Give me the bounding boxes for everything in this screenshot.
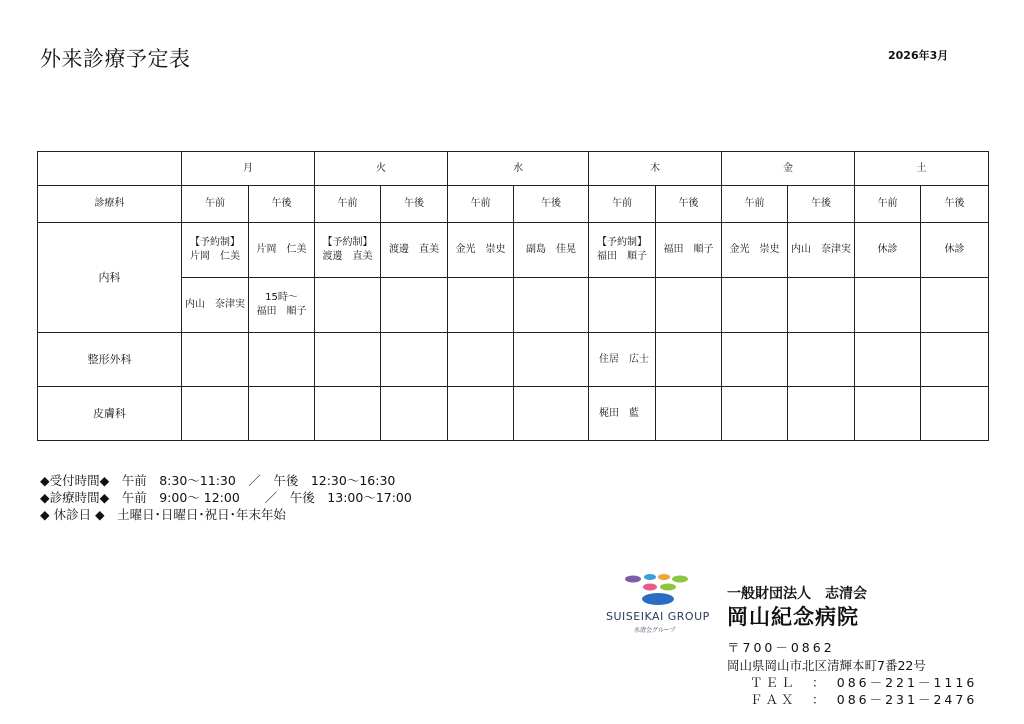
schedule-cell: 【予約制】 片岡 仁美	[182, 223, 249, 278]
hours-notes	[40, 472, 412, 523]
schedule-cell	[656, 278, 722, 333]
reception-hours: ◆受付時間◆ 午前 8:30～11:30 ／ 午後 12:30～16:30	[40, 473, 396, 488]
schedule-cell	[921, 278, 989, 333]
hospital-name: 岡山紀念病院	[727, 605, 859, 629]
schedule-cell	[514, 333, 589, 387]
day-header-row	[38, 152, 989, 186]
schedule-cell	[182, 387, 249, 441]
schedule-cell	[182, 333, 249, 387]
am-header: 午前	[182, 186, 249, 223]
address: 岡山県岡山市北区清輝本町7番22号	[727, 658, 926, 673]
am-header: 午前	[722, 186, 788, 223]
schedule-cell: 15時～ 福田 順子	[249, 278, 315, 333]
pm-header: 午後	[249, 186, 315, 223]
schedule-cell: 休診	[855, 223, 921, 278]
internal-medicine-row-1	[38, 223, 989, 278]
schedule-cell: 内山 奈津実	[788, 223, 855, 278]
schedule-cell: 梶田 藍	[589, 387, 656, 441]
postal-code: 〒700－0862	[727, 640, 835, 655]
schedule-cell: 副島 佳晃	[514, 223, 589, 278]
schedule-cell: 福田 順子	[656, 223, 722, 278]
schedule-cell	[855, 278, 921, 333]
schedule-cell	[514, 278, 589, 333]
schedule-cell	[921, 387, 989, 441]
suiseikai-logo-icon	[620, 572, 700, 612]
schedule-cell: 【予約制】 福田 順子	[589, 223, 656, 278]
day-header: 火	[315, 152, 448, 186]
day-header: 水	[448, 152, 589, 186]
schedule-table	[37, 151, 989, 441]
group-name-jp: 水清会グループ	[634, 627, 676, 634]
day-header: 月	[182, 152, 315, 186]
schedule-cell	[315, 278, 381, 333]
schedule-cell	[448, 387, 514, 441]
day-header: 金	[722, 152, 855, 186]
group-name-en: SUISEIKAI GROUP	[606, 610, 710, 623]
schedule-cell	[656, 333, 722, 387]
orthopedics-row	[38, 333, 989, 387]
closed-days: ◆ 休診日 ◆ 土曜日･日曜日･祝日･年末年始	[40, 507, 286, 522]
organization-name: 一般財団法人 志清会	[727, 586, 867, 602]
schedule-cell: 渡邊 直美	[381, 223, 448, 278]
schedule-cell	[656, 387, 722, 441]
schedule-month: 2026年3月	[888, 49, 949, 62]
pm-header: 午後	[921, 186, 989, 223]
page-title: 外来診療予定表	[40, 47, 191, 71]
day-header: 木	[589, 152, 722, 186]
pm-header: 午後	[514, 186, 589, 223]
internal-medicine-label: 内科	[38, 223, 182, 333]
schedule-cell	[589, 278, 656, 333]
schedule-cell	[855, 333, 921, 387]
schedule-cell	[855, 387, 921, 441]
am-header: 午前	[315, 186, 381, 223]
schedule-cell	[722, 333, 788, 387]
am-header: 午前	[855, 186, 921, 223]
pm-header: 午後	[788, 186, 855, 223]
schedule-cell	[249, 333, 315, 387]
schedule-cell	[381, 278, 448, 333]
schedule-cell	[315, 387, 381, 441]
schedule-cell	[514, 387, 589, 441]
dermatology-label: 皮膚科	[38, 387, 182, 441]
schedule-cell	[381, 333, 448, 387]
schedule-cell	[381, 387, 448, 441]
telephone: ＴＥＬ ： 086－221－1116	[750, 675, 978, 690]
schedule-cell: 片岡 仁美	[249, 223, 315, 278]
schedule-cell	[448, 278, 514, 333]
pm-header: 午後	[381, 186, 448, 223]
ampm-header-row	[38, 186, 989, 223]
fax: ＦＡＸ ： 086－231－2476	[750, 692, 978, 707]
schedule-cell	[249, 387, 315, 441]
schedule-cell	[722, 278, 788, 333]
corner-cell	[38, 152, 182, 186]
schedule-cell	[722, 387, 788, 441]
am-header: 午前	[448, 186, 514, 223]
schedule-cell	[788, 387, 855, 441]
am-header: 午前	[589, 186, 656, 223]
schedule-cell: 休診	[921, 223, 989, 278]
consultation-hours: ◆診療時間◆ 午前 9:00～ 12:00 ／ 午後 13:00～17:00	[40, 490, 412, 505]
schedule-cell: 住居 広士	[589, 333, 656, 387]
dermatology-row	[38, 387, 989, 441]
orthopedics-label: 整形外科	[38, 333, 182, 387]
schedule-cell	[788, 333, 855, 387]
dept-header: 診療科	[38, 186, 182, 223]
schedule-cell	[921, 333, 989, 387]
schedule-cell: 内山 奈津実	[182, 278, 249, 333]
schedule-cell: 金光 崇史	[722, 223, 788, 278]
schedule-cell	[788, 278, 855, 333]
pm-header: 午後	[656, 186, 722, 223]
schedule-cell	[448, 333, 514, 387]
schedule-cell: 【予約制】 渡邊 直美	[315, 223, 381, 278]
schedule-cell	[315, 333, 381, 387]
day-header: 土	[855, 152, 989, 186]
schedule-cell: 金光 崇史	[448, 223, 514, 278]
